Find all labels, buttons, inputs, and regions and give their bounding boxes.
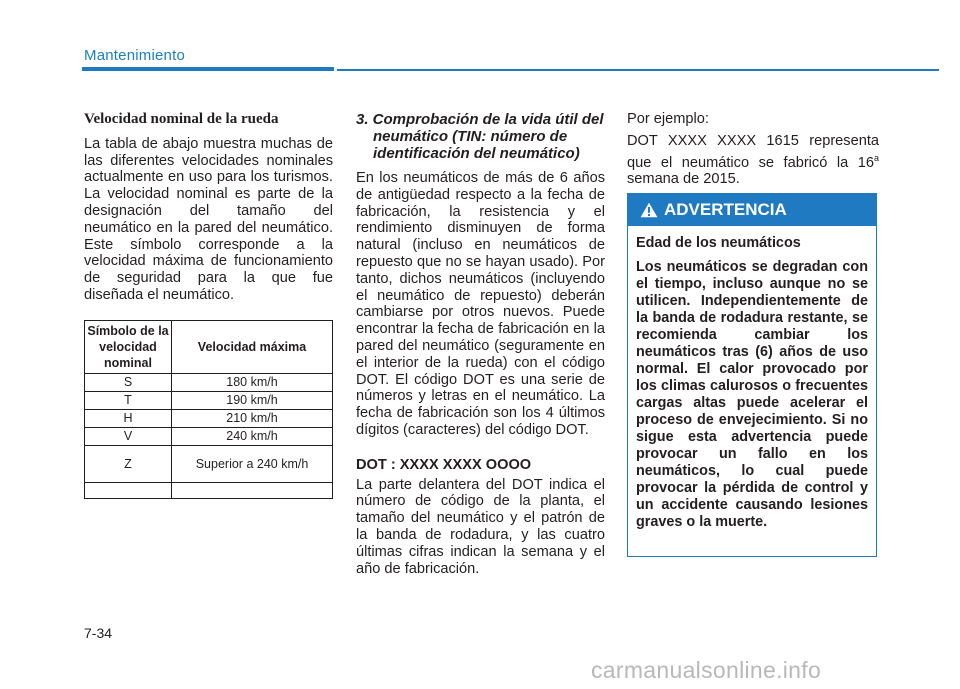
table-cell: V (85, 428, 172, 446)
warning-subtitle: Edad de los neumáticos (636, 235, 801, 251)
table-cell: Superior a 240 km/h (172, 446, 333, 483)
table-row (85, 446, 333, 483)
right-column (627, 111, 879, 188)
header-rule-thin (337, 69, 939, 71)
spacer (356, 439, 605, 457)
table-cell: 210 km/h (172, 410, 333, 428)
example-text (627, 133, 879, 188)
table-header-row (85, 321, 333, 374)
warning-text: Los neumáticos se degradan con el tiempo, incluso aunque no se utilicen. Independientemente de la banda de rodadura restante, se recomienda cambiar los neumáticos tras (6) años de uso normal. El calor provocado por los climas calurosos o frecuentes cargas altas puede acelerar el proceso de envejecimiento. Si no sigue esta advertencia puede provocar un fallo en los neumáticos, lo cual puede provocar la pérdida de control y un accidente causando lesiones graves o la muerte. (636, 259, 868, 530)
section-heading: 3. Comprobación de la vida útil del neumático (TIN: número de identificación del neumático) (356, 111, 604, 162)
warning-title: ADVERTENCIA (664, 200, 787, 219)
table-header: Velocidad máxima (172, 321, 333, 374)
table-header: Símbolo de la velocidad nominal (85, 321, 172, 374)
table-cell: Z (85, 446, 172, 483)
example-label: Por ejemplo: (627, 111, 709, 127)
middle-column (356, 111, 605, 577)
table-row-spacer (85, 483, 333, 499)
watermark: carmanualsonline.info (591, 657, 822, 683)
body-paragraph: En los neumáticos de más de 6 años de antigüedad respecto a la fecha de fabricación, la resistencia y el rendimiento disminuyen de forma natural (incluso en neumáticos de repuesto que no se hayan usado). Por tanto, dichos neumáticos (incluyendo el neumático de repuesto) deberán cambiarse por otros nuevos. Puede encontrar la fecha de fabricación en la pared del neumático (seguramente en el interior de la rueda) con el código DOT. El código DOT es una serie de números y letras en el neumático. La fecha de fabricación son los 4 últimos dígitos (caracteres) del código DOT. (356, 170, 605, 438)
table-row (85, 392, 333, 410)
table-cell-empty (85, 483, 172, 499)
table-cell: H (85, 410, 172, 428)
left-column (84, 111, 333, 304)
table-row (85, 374, 333, 392)
table-cell: S (85, 374, 172, 392)
table-cell: 190 km/h (172, 392, 333, 410)
page-number: 7-34 (84, 625, 113, 641)
table-cell: 240 km/h (172, 428, 333, 446)
table-cell: 180 km/h (172, 374, 333, 392)
body-paragraph: La parte delantera del DOT indica el número de código de la planta, el tamaño del neumático y el patrón de la banda de rodadura, y las cuatro últimas cifras indican la semana y el año de fabricación. (356, 476, 605, 577)
table-cell: T (85, 392, 172, 410)
section-title: Mantenimiento (84, 47, 185, 64)
table-row (85, 428, 333, 446)
example-text-end: semana de 2015. (627, 171, 740, 188)
example-text-main: DOT XXXX XXXX 1615 representa que el neumático se fabricó la 16 (627, 132, 879, 171)
warning-triangle-icon (640, 202, 658, 218)
warning-body (628, 226, 876, 531)
dot-code: DOT : XXXX XXXX OOOO (356, 456, 532, 473)
body-paragraph: La tabla de abajo muestra muchas de las diferentes velocidades nominales actualmente en uso para los turismos. La velocidad nominal es parte de la designación del tamaño del neumático en la pared del neumático. Este símbolo corresponde a la velocidad máxima de funcionamiento de seguridad para la que fue diseñada el neumático. (84, 135, 333, 303)
warning-header (628, 194, 876, 226)
warning-box (627, 193, 877, 557)
ordinal-superscript: a (873, 152, 879, 163)
section-heading: Velocidad nominal de la rueda (84, 111, 279, 127)
table-row (85, 410, 333, 428)
table-cell-empty (172, 483, 333, 499)
speed-rating-table (84, 320, 333, 499)
header-rule-thick (82, 67, 334, 71)
